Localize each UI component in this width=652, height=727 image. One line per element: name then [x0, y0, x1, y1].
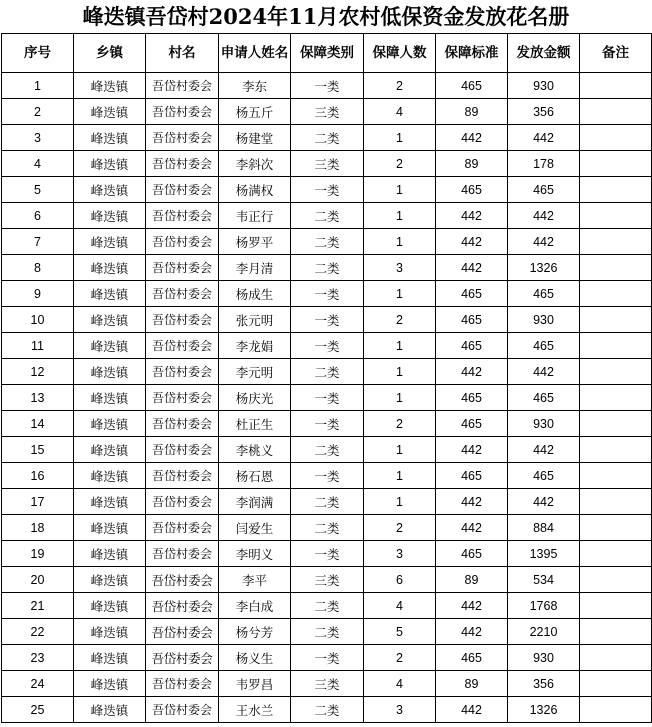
cell-amount: 442: [508, 489, 580, 515]
cell-town: 峰迭镇: [74, 515, 146, 541]
cell-no: 2: [2, 99, 74, 125]
cell-note: [580, 99, 652, 125]
cell-town: 峰迭镇: [74, 99, 146, 125]
cell-village: 吾岱村委会: [146, 307, 219, 333]
cell-category: 一类: [291, 385, 364, 411]
cell-village: 吾岱村委会: [146, 73, 219, 99]
table-row: [2, 697, 652, 723]
cell-no: 23: [2, 645, 74, 671]
cell-no: 25: [2, 697, 74, 723]
header-row: [2, 34, 652, 73]
cell-persons: 3: [364, 697, 436, 723]
cell-category: 一类: [291, 73, 364, 99]
cell-persons: 4: [364, 671, 436, 697]
table-row: [2, 515, 652, 541]
cell-amount: 442: [508, 229, 580, 255]
cell-name: 李平: [219, 567, 291, 593]
cell-no: 21: [2, 593, 74, 619]
cell-persons: 1: [364, 203, 436, 229]
cell-note: [580, 697, 652, 723]
cell-town: 峰迭镇: [74, 359, 146, 385]
cell-standard: 442: [436, 437, 508, 463]
cell-no: 12: [2, 359, 74, 385]
cell-persons: 4: [364, 593, 436, 619]
cell-standard: 89: [436, 671, 508, 697]
cell-category: 二类: [291, 619, 364, 645]
cell-persons: 1: [364, 359, 436, 385]
cell-category: 三类: [291, 99, 364, 125]
cell-category: 三类: [291, 671, 364, 697]
cell-no: 11: [2, 333, 74, 359]
table-row: [2, 177, 652, 203]
cell-persons: 2: [364, 307, 436, 333]
header-note: 备注: [580, 34, 652, 73]
table-row: [2, 99, 652, 125]
cell-standard: 442: [436, 229, 508, 255]
cell-name: 韦正行: [219, 203, 291, 229]
cell-amount: 465: [508, 281, 580, 307]
cell-persons: 4: [364, 99, 436, 125]
cell-amount: 178: [508, 151, 580, 177]
cell-persons: 2: [364, 645, 436, 671]
cell-town: 峰迭镇: [74, 671, 146, 697]
cell-category: 一类: [291, 463, 364, 489]
cell-note: [580, 307, 652, 333]
header-standard: 保障标准: [436, 34, 508, 73]
cell-note: [580, 645, 652, 671]
cell-standard: 89: [436, 567, 508, 593]
table-row: [2, 73, 652, 99]
cell-no: 3: [2, 125, 74, 151]
cell-no: 19: [2, 541, 74, 567]
cell-category: 二类: [291, 125, 364, 151]
cell-name: 杨满权: [219, 177, 291, 203]
cell-name: 杨成生: [219, 281, 291, 307]
cell-village: 吾岱村委会: [146, 567, 219, 593]
cell-village: 吾岱村委会: [146, 385, 219, 411]
cell-standard: 442: [436, 359, 508, 385]
cell-town: 峰迭镇: [74, 489, 146, 515]
cell-amount: 884: [508, 515, 580, 541]
cell-category: 二类: [291, 697, 364, 723]
cell-persons: 1: [364, 281, 436, 307]
header-category: 保障类别: [291, 34, 364, 73]
cell-standard: 465: [436, 281, 508, 307]
cell-village: 吾岱村委会: [146, 229, 219, 255]
cell-note: [580, 229, 652, 255]
cell-no: 6: [2, 203, 74, 229]
cell-note: [580, 515, 652, 541]
cell-category: 二类: [291, 437, 364, 463]
cell-name: 韦罗昌: [219, 671, 291, 697]
cell-village: 吾岱村委会: [146, 437, 219, 463]
table-row: [2, 489, 652, 515]
cell-category: 三类: [291, 567, 364, 593]
table-row: [2, 645, 652, 671]
cell-standard: 442: [436, 125, 508, 151]
cell-village: 吾岱村委会: [146, 463, 219, 489]
cell-amount: 930: [508, 307, 580, 333]
table-row: [2, 281, 652, 307]
cell-no: 10: [2, 307, 74, 333]
cell-no: 14: [2, 411, 74, 437]
cell-standard: 442: [436, 203, 508, 229]
roster-body: [2, 73, 652, 723]
cell-amount: 534: [508, 567, 580, 593]
table-row: [2, 151, 652, 177]
cell-persons: 1: [364, 463, 436, 489]
cell-no: 5: [2, 177, 74, 203]
table-row: [2, 333, 652, 359]
cell-name: 李桃义: [219, 437, 291, 463]
cell-amount: 930: [508, 645, 580, 671]
cell-name: 杨庆光: [219, 385, 291, 411]
cell-standard: 465: [436, 333, 508, 359]
cell-category: 二类: [291, 489, 364, 515]
cell-name: 张元明: [219, 307, 291, 333]
cell-note: [580, 541, 652, 567]
cell-town: 峰迭镇: [74, 385, 146, 411]
cell-standard: 465: [436, 177, 508, 203]
cell-village: 吾岱村委会: [146, 645, 219, 671]
page-title: 峰迭镇吾岱村2024年11月农村低保资金发放花名册: [82, 4, 570, 29]
cell-village: 吾岱村委会: [146, 359, 219, 385]
cell-standard: 465: [436, 411, 508, 437]
cell-standard: 465: [436, 541, 508, 567]
table-row: [2, 255, 652, 281]
cell-amount: 356: [508, 99, 580, 125]
cell-amount: 1326: [508, 697, 580, 723]
cell-persons: 3: [364, 541, 436, 567]
cell-village: 吾岱村委会: [146, 489, 219, 515]
cell-town: 峰迭镇: [74, 567, 146, 593]
cell-no: 24: [2, 671, 74, 697]
roster-table: [1, 33, 652, 723]
cell-amount: 356: [508, 671, 580, 697]
cell-standard: 442: [436, 619, 508, 645]
header-no: 序号: [2, 34, 74, 73]
cell-note: [580, 151, 652, 177]
cell-town: 峰迭镇: [74, 281, 146, 307]
cell-category: 二类: [291, 229, 364, 255]
cell-amount: 465: [508, 385, 580, 411]
table-row: [2, 567, 652, 593]
cell-name: 杨建堂: [219, 125, 291, 151]
cell-amount: 465: [508, 177, 580, 203]
cell-amount: 442: [508, 203, 580, 229]
cell-name: 杨兮芳: [219, 619, 291, 645]
cell-village: 吾岱村委会: [146, 177, 219, 203]
cell-standard: 442: [436, 255, 508, 281]
cell-note: [580, 437, 652, 463]
cell-village: 吾岱村委会: [146, 619, 219, 645]
cell-category: 二类: [291, 515, 364, 541]
cell-category: 二类: [291, 255, 364, 281]
cell-name: 闫爱生: [219, 515, 291, 541]
cell-name: 李东: [219, 73, 291, 99]
cell-name: 杨罗平: [219, 229, 291, 255]
cell-note: [580, 359, 652, 385]
table-row: [2, 203, 652, 229]
cell-amount: 442: [508, 125, 580, 151]
table-row: [2, 619, 652, 645]
header-applicant: 申请人姓名: [219, 34, 291, 73]
cell-amount: 442: [508, 359, 580, 385]
cell-town: 峰迭镇: [74, 593, 146, 619]
cell-town: 峰迭镇: [74, 541, 146, 567]
cell-amount: 2210: [508, 619, 580, 645]
cell-name: 杨义生: [219, 645, 291, 671]
header-persons: 保障人数: [364, 34, 436, 73]
cell-town: 峰迭镇: [74, 125, 146, 151]
cell-persons: 2: [364, 515, 436, 541]
table-row: [2, 229, 652, 255]
cell-persons: 1: [364, 385, 436, 411]
cell-no: 7: [2, 229, 74, 255]
cell-no: 13: [2, 385, 74, 411]
cell-category: 二类: [291, 359, 364, 385]
cell-name: 李明义: [219, 541, 291, 567]
cell-note: [580, 567, 652, 593]
cell-town: 峰迭镇: [74, 437, 146, 463]
table-row: [2, 541, 652, 567]
cell-name: 杨石恩: [219, 463, 291, 489]
cell-standard: 89: [436, 151, 508, 177]
cell-village: 吾岱村委会: [146, 255, 219, 281]
cell-persons: 5: [364, 619, 436, 645]
cell-town: 峰迭镇: [74, 229, 146, 255]
cell-standard: 465: [436, 645, 508, 671]
cell-standard: 89: [436, 99, 508, 125]
cell-no: 17: [2, 489, 74, 515]
cell-village: 吾岱村委会: [146, 541, 219, 567]
cell-name: 杜正生: [219, 411, 291, 437]
cell-town: 峰迭镇: [74, 177, 146, 203]
cell-town: 峰迭镇: [74, 463, 146, 489]
cell-amount: 930: [508, 411, 580, 437]
cell-note: [580, 333, 652, 359]
table-row: [2, 385, 652, 411]
cell-village: 吾岱村委会: [146, 671, 219, 697]
header-village: 村名: [146, 34, 219, 73]
cell-no: 1: [2, 73, 74, 99]
table-row: [2, 671, 652, 697]
cell-no: 4: [2, 151, 74, 177]
cell-persons: 1: [364, 437, 436, 463]
cell-amount: 930: [508, 73, 580, 99]
cell-town: 峰迭镇: [74, 697, 146, 723]
cell-name: 李元明: [219, 359, 291, 385]
cell-town: 峰迭镇: [74, 411, 146, 437]
cell-village: 吾岱村委会: [146, 151, 219, 177]
cell-standard: 442: [436, 515, 508, 541]
cell-standard: 465: [436, 307, 508, 333]
table-row: [2, 125, 652, 151]
cell-category: 一类: [291, 411, 364, 437]
cell-note: [580, 619, 652, 645]
cell-standard: 465: [436, 73, 508, 99]
cell-note: [580, 255, 652, 281]
cell-note: [580, 203, 652, 229]
cell-no: 15: [2, 437, 74, 463]
cell-standard: 465: [436, 463, 508, 489]
table-row: [2, 593, 652, 619]
table-row: [2, 307, 652, 333]
cell-standard: 442: [436, 489, 508, 515]
cell-standard: 465: [436, 385, 508, 411]
header-town: 乡镇: [74, 34, 146, 73]
cell-amount: 465: [508, 463, 580, 489]
cell-village: 吾岱村委会: [146, 99, 219, 125]
cell-category: 二类: [291, 203, 364, 229]
cell-persons: 2: [364, 411, 436, 437]
cell-village: 吾岱村委会: [146, 411, 219, 437]
cell-village: 吾岱村委会: [146, 125, 219, 151]
cell-name: 李润满: [219, 489, 291, 515]
cell-persons: 1: [364, 125, 436, 151]
table-row: [2, 463, 652, 489]
cell-amount: 1395: [508, 541, 580, 567]
cell-category: 三类: [291, 151, 364, 177]
cell-persons: 6: [364, 567, 436, 593]
cell-category: 一类: [291, 307, 364, 333]
cell-town: 峰迭镇: [74, 73, 146, 99]
cell-name: 李斜次: [219, 151, 291, 177]
cell-category: 二类: [291, 593, 364, 619]
cell-note: [580, 671, 652, 697]
cell-no: 20: [2, 567, 74, 593]
cell-note: [580, 489, 652, 515]
cell-persons: 1: [364, 177, 436, 203]
cell-note: [580, 125, 652, 151]
cell-amount: 465: [508, 333, 580, 359]
cell-persons: 1: [364, 229, 436, 255]
cell-village: 吾岱村委会: [146, 697, 219, 723]
cell-name: 李月清: [219, 255, 291, 281]
cell-note: [580, 463, 652, 489]
cell-name: 李白成: [219, 593, 291, 619]
table-row: [2, 437, 652, 463]
cell-note: [580, 73, 652, 99]
cell-no: 18: [2, 515, 74, 541]
cell-category: 一类: [291, 333, 364, 359]
cell-amount: 1768: [508, 593, 580, 619]
cell-amount: 442: [508, 437, 580, 463]
cell-persons: 1: [364, 333, 436, 359]
cell-village: 吾岱村委会: [146, 281, 219, 307]
cell-village: 吾岱村委会: [146, 203, 219, 229]
cell-persons: 2: [364, 73, 436, 99]
cell-no: 16: [2, 463, 74, 489]
cell-standard: 442: [436, 593, 508, 619]
cell-town: 峰迭镇: [74, 151, 146, 177]
cell-standard: 442: [436, 697, 508, 723]
cell-town: 峰迭镇: [74, 619, 146, 645]
cell-no: 8: [2, 255, 74, 281]
cell-category: 一类: [291, 541, 364, 567]
cell-persons: 3: [364, 255, 436, 281]
table-row: [2, 411, 652, 437]
cell-no: 22: [2, 619, 74, 645]
cell-note: [580, 177, 652, 203]
cell-note: [580, 411, 652, 437]
cell-village: 吾岱村委会: [146, 593, 219, 619]
cell-name: 王水兰: [219, 697, 291, 723]
table-row: [2, 359, 652, 385]
cell-no: 9: [2, 281, 74, 307]
cell-village: 吾岱村委会: [146, 515, 219, 541]
cell-name: 李龙娟: [219, 333, 291, 359]
header-amount: 发放金额: [508, 34, 580, 73]
cell-amount: 1326: [508, 255, 580, 281]
cell-town: 峰迭镇: [74, 645, 146, 671]
cell-category: 一类: [291, 281, 364, 307]
cell-category: 一类: [291, 177, 364, 203]
cell-category: 一类: [291, 645, 364, 671]
cell-town: 峰迭镇: [74, 255, 146, 281]
cell-town: 峰迭镇: [74, 307, 146, 333]
cell-town: 峰迭镇: [74, 333, 146, 359]
cell-note: [580, 593, 652, 619]
cell-village: 吾岱村委会: [146, 333, 219, 359]
cell-name: 杨五斤: [219, 99, 291, 125]
cell-persons: 1: [364, 489, 436, 515]
cell-note: [580, 385, 652, 411]
cell-note: [580, 281, 652, 307]
cell-persons: 2: [364, 151, 436, 177]
cell-town: 峰迭镇: [74, 203, 146, 229]
